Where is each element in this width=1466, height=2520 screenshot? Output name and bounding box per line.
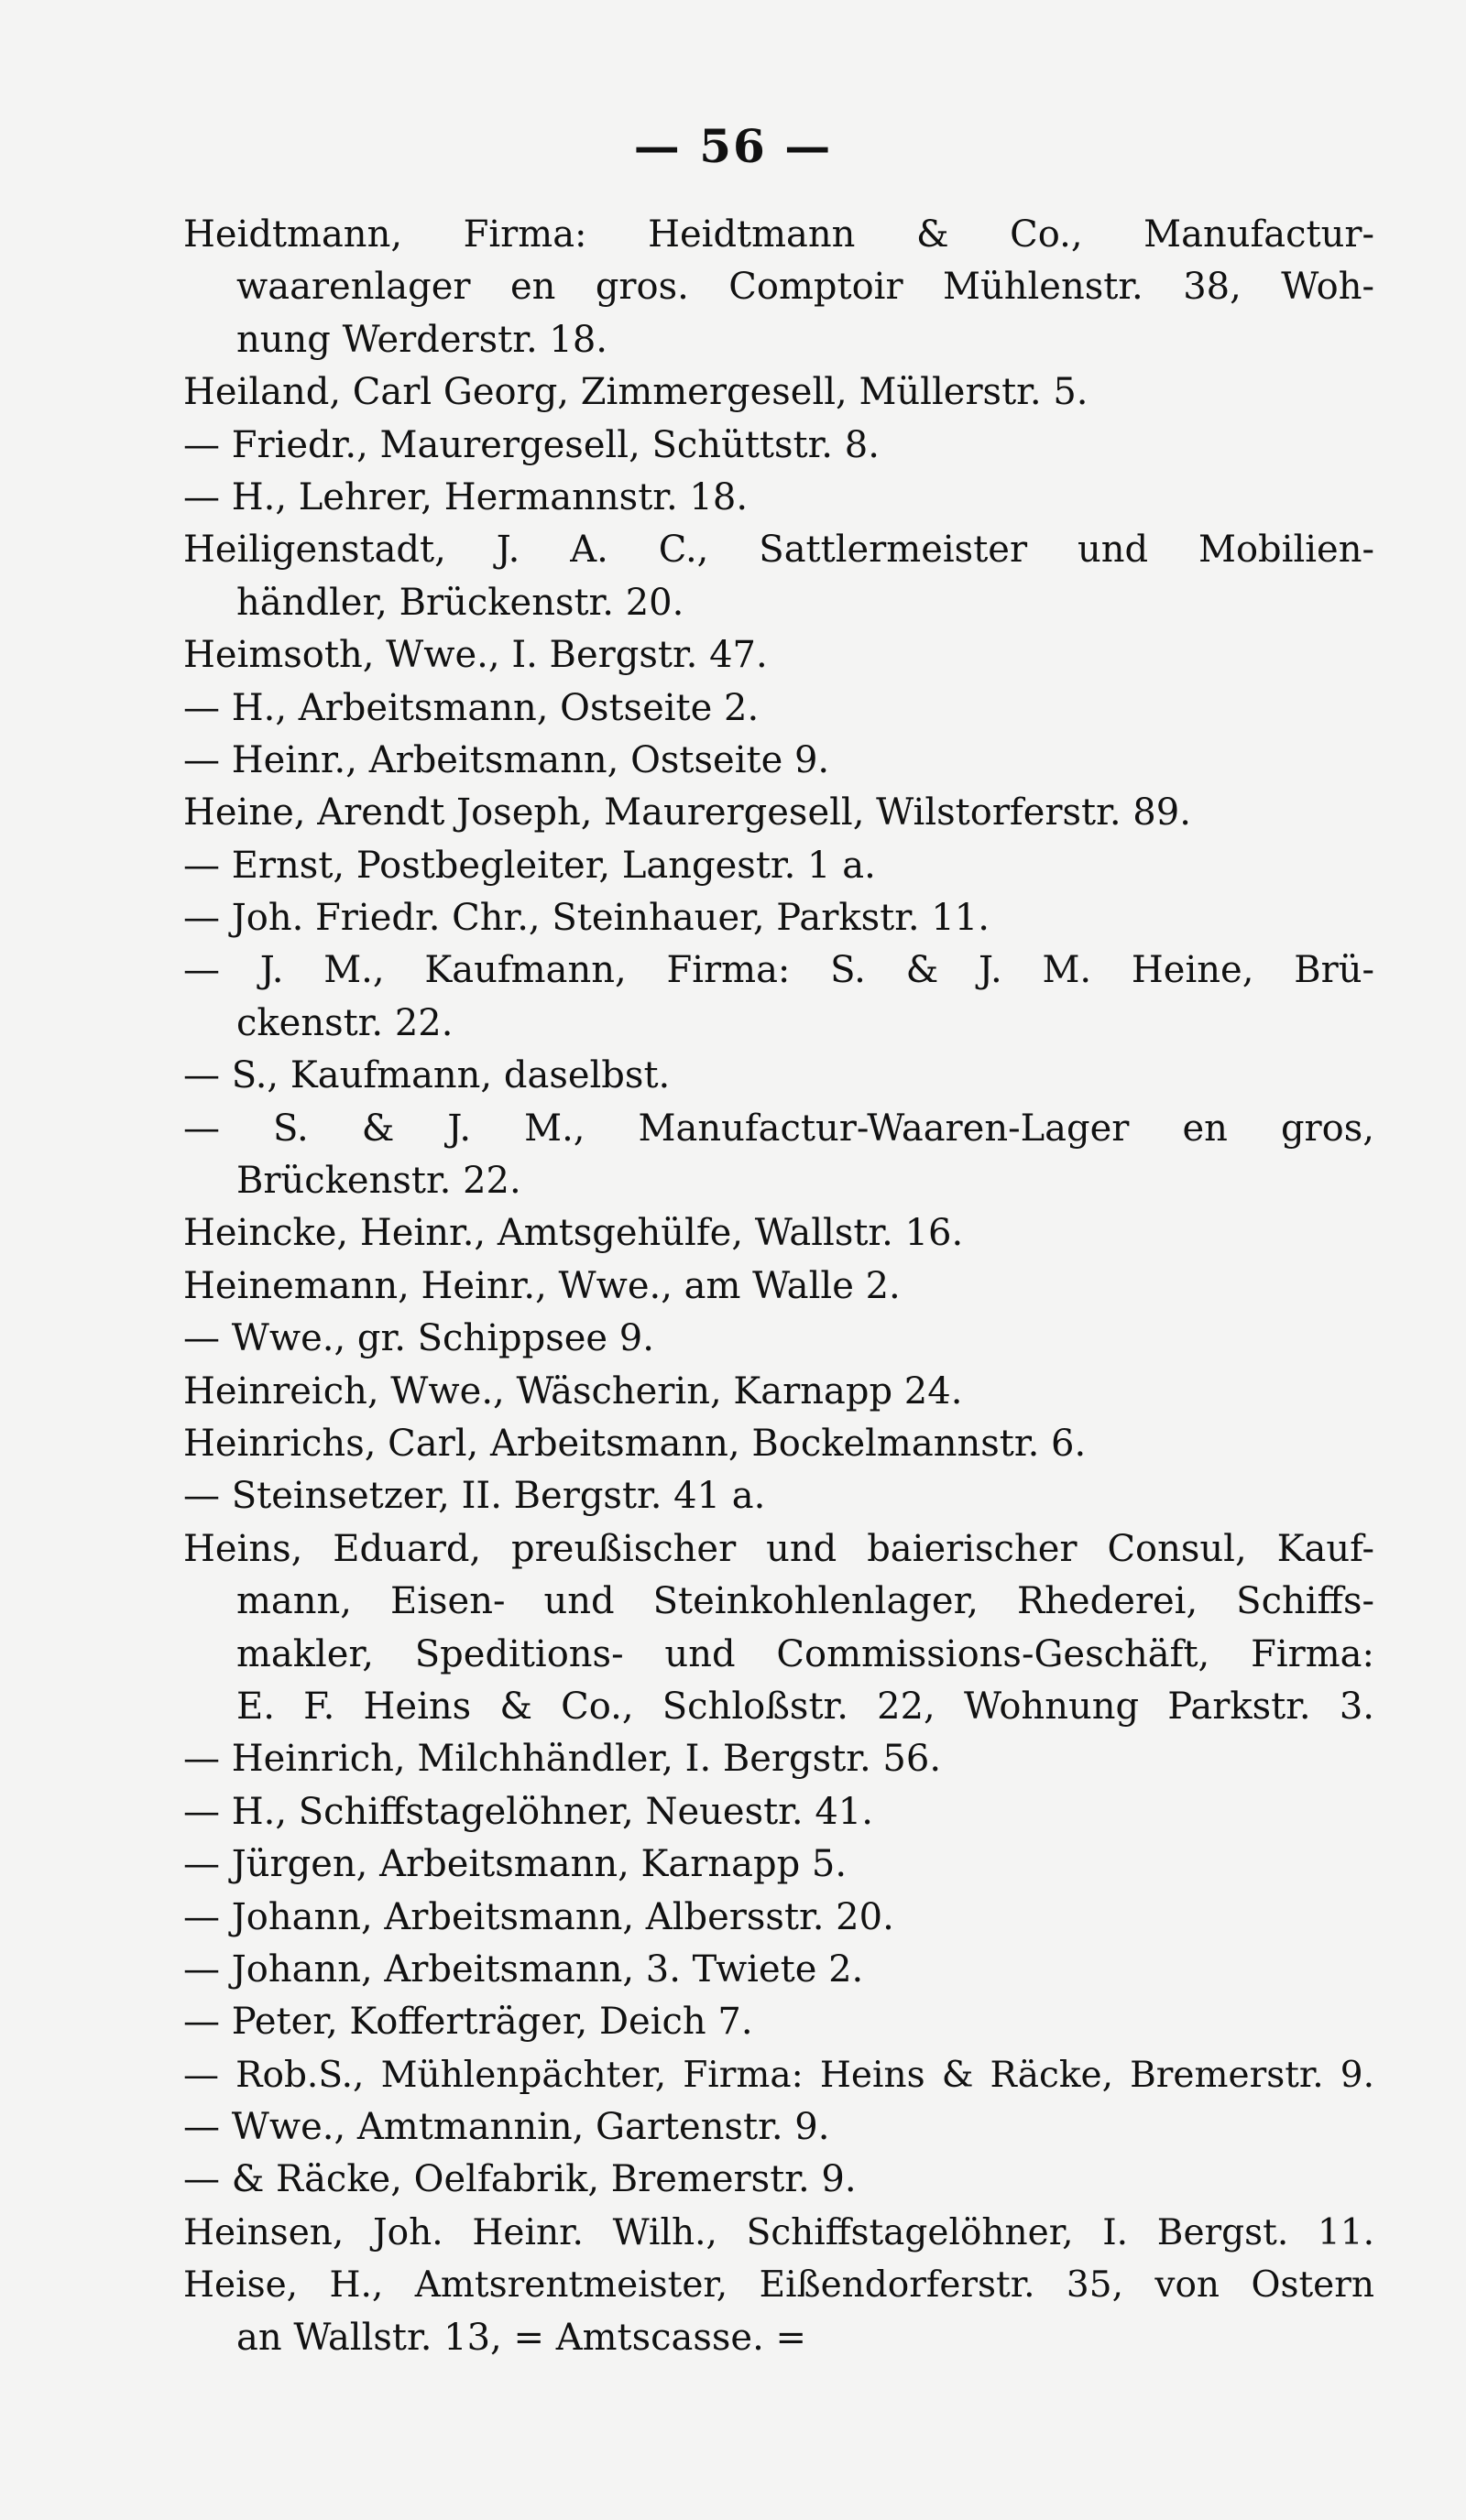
directory-line: — Johann, Arbeitsmann, Albersstr. 20.	[183, 1895, 894, 1938]
directory-line: — Steinsetzer, II. Bergstr. 41 a.	[183, 1475, 766, 1518]
directory-line: Heimsoth, Wwe., I. Bergstr. 47.	[183, 634, 768, 677]
directory-line: makler, Speditions- und Commissions-Geschäft, Firma:	[236, 1632, 1374, 1675]
directory-line: Heincke, Heinr., Amtsgehülfe, Wallstr. 16.	[183, 1212, 964, 1255]
directory-line: waarenlager en gros. Comptoir Mühlenstr. 38, Woh-	[236, 266, 1374, 309]
directory-line: Heine, Arendt Joseph, Maurergesell, Wilstorferstr. 89.	[183, 791, 1191, 835]
directory-line: — Rob.S., Mühlenpächter, Firma: Heins & Räcke, Bremerstr. 9.	[183, 2054, 1374, 2096]
directory-line: ckenstr. 22.	[236, 1001, 454, 1044]
directory-line: Heiland, Carl Georg, Zimmergesell, Müllerstr. 5.	[183, 371, 1089, 414]
directory-line: Heinemann, Heinr., Wwe., am Walle 2.	[183, 1264, 901, 1307]
directory-line: mann, Eisen- und Steinkohlenlager, Rhederei, Schiffs-	[236, 1580, 1374, 1623]
directory-line: — Jürgen, Arbeitsmann, Karnapp 5.	[183, 1843, 848, 1886]
directory-line: Heins, Eduard, preußischer und baierischer Consul, Kauf-	[183, 1527, 1374, 1570]
directory-line: Heise, H., Amtsrentmeister, Eißendorferstr. 35, von Ostern	[183, 2264, 1374, 2307]
directory-line: — S. & J. M., Manufactur-Waaren-Lager en gros,	[183, 1107, 1374, 1150]
directory-line: — J. M., Kaufmann, Firma: S. & J. M. Heine, Brü-	[183, 949, 1374, 992]
directory-line: — Wwe., Amtmannin, Gartenstr. 9.	[183, 2106, 830, 2149]
directory-line: — Heinr., Arbeitsmann, Ostseite 9.	[183, 738, 830, 781]
directory-line: — H., Schiffstagelöhner, Neuestr. 41.	[183, 1790, 873, 1833]
directory-line: — Peter, Kofferträger, Deich 7.	[183, 2001, 753, 2044]
directory-line: Brückenstr. 22.	[236, 1160, 521, 1203]
directory-line: Heinsen, Joh. Heinr. Wilh., Schiffstagelöhner, I. Bergst. 11.	[183, 2211, 1374, 2253]
directory-line: — Heinrich, Milchhändler, I. Bergstr. 56.	[183, 1738, 942, 1781]
directory-line: — & Räcke, Oelfabrik, Bremerstr. 9.	[183, 2158, 857, 2201]
directory-line: händler, Brückenstr. 20.	[236, 581, 684, 624]
directory-line: — Joh. Friedr. Chr., Steinhauer, Parkstr. 11.	[183, 897, 990, 940]
directory-line: Heidtmann, Firma: Heidtmann & Co., Manufactur-	[183, 213, 1374, 256]
directory-entries	[183, 209, 1374, 2364]
directory-line: — H., Arbeitsmann, Ostseite 2.	[183, 686, 760, 729]
directory-line: — H., Lehrer, Hermannstr. 18.	[183, 475, 749, 518]
directory-line: E. F. Heins & Co., Schloßstr. 22, Wohnung Parkstr. 3.	[236, 1685, 1374, 1728]
directory-line: — Ernst, Postbegleiter, Langestr. 1 a.	[183, 844, 876, 887]
directory-line: nung Werderstr. 18.	[236, 318, 608, 361]
page-number: — 56 —	[633, 119, 833, 173]
directory-line: — Friedr., Maurergesell, Schüttstr. 8.	[183, 423, 880, 466]
directory-line: an Wallstr. 13, = Amtscasse. =	[236, 2316, 807, 2359]
directory-line: Heinrichs, Carl, Arbeitsmann, Bockelmannstr. 6.	[183, 1422, 1087, 1465]
directory-line: Heinreich, Wwe., Wäscherin, Karnapp 24.	[183, 1369, 963, 1413]
directory-line: — S., Kaufmann, daselbst.	[183, 1054, 671, 1097]
directory-line: Heiligenstadt, J. A. C., Sattlermeister und Mobilien-	[183, 529, 1374, 572]
directory-line: — Wwe., gr. Schippsee 9.	[183, 1317, 654, 1360]
directory-line: — Johann, Arbeitsmann, 3. Twiete 2.	[183, 1947, 864, 1991]
